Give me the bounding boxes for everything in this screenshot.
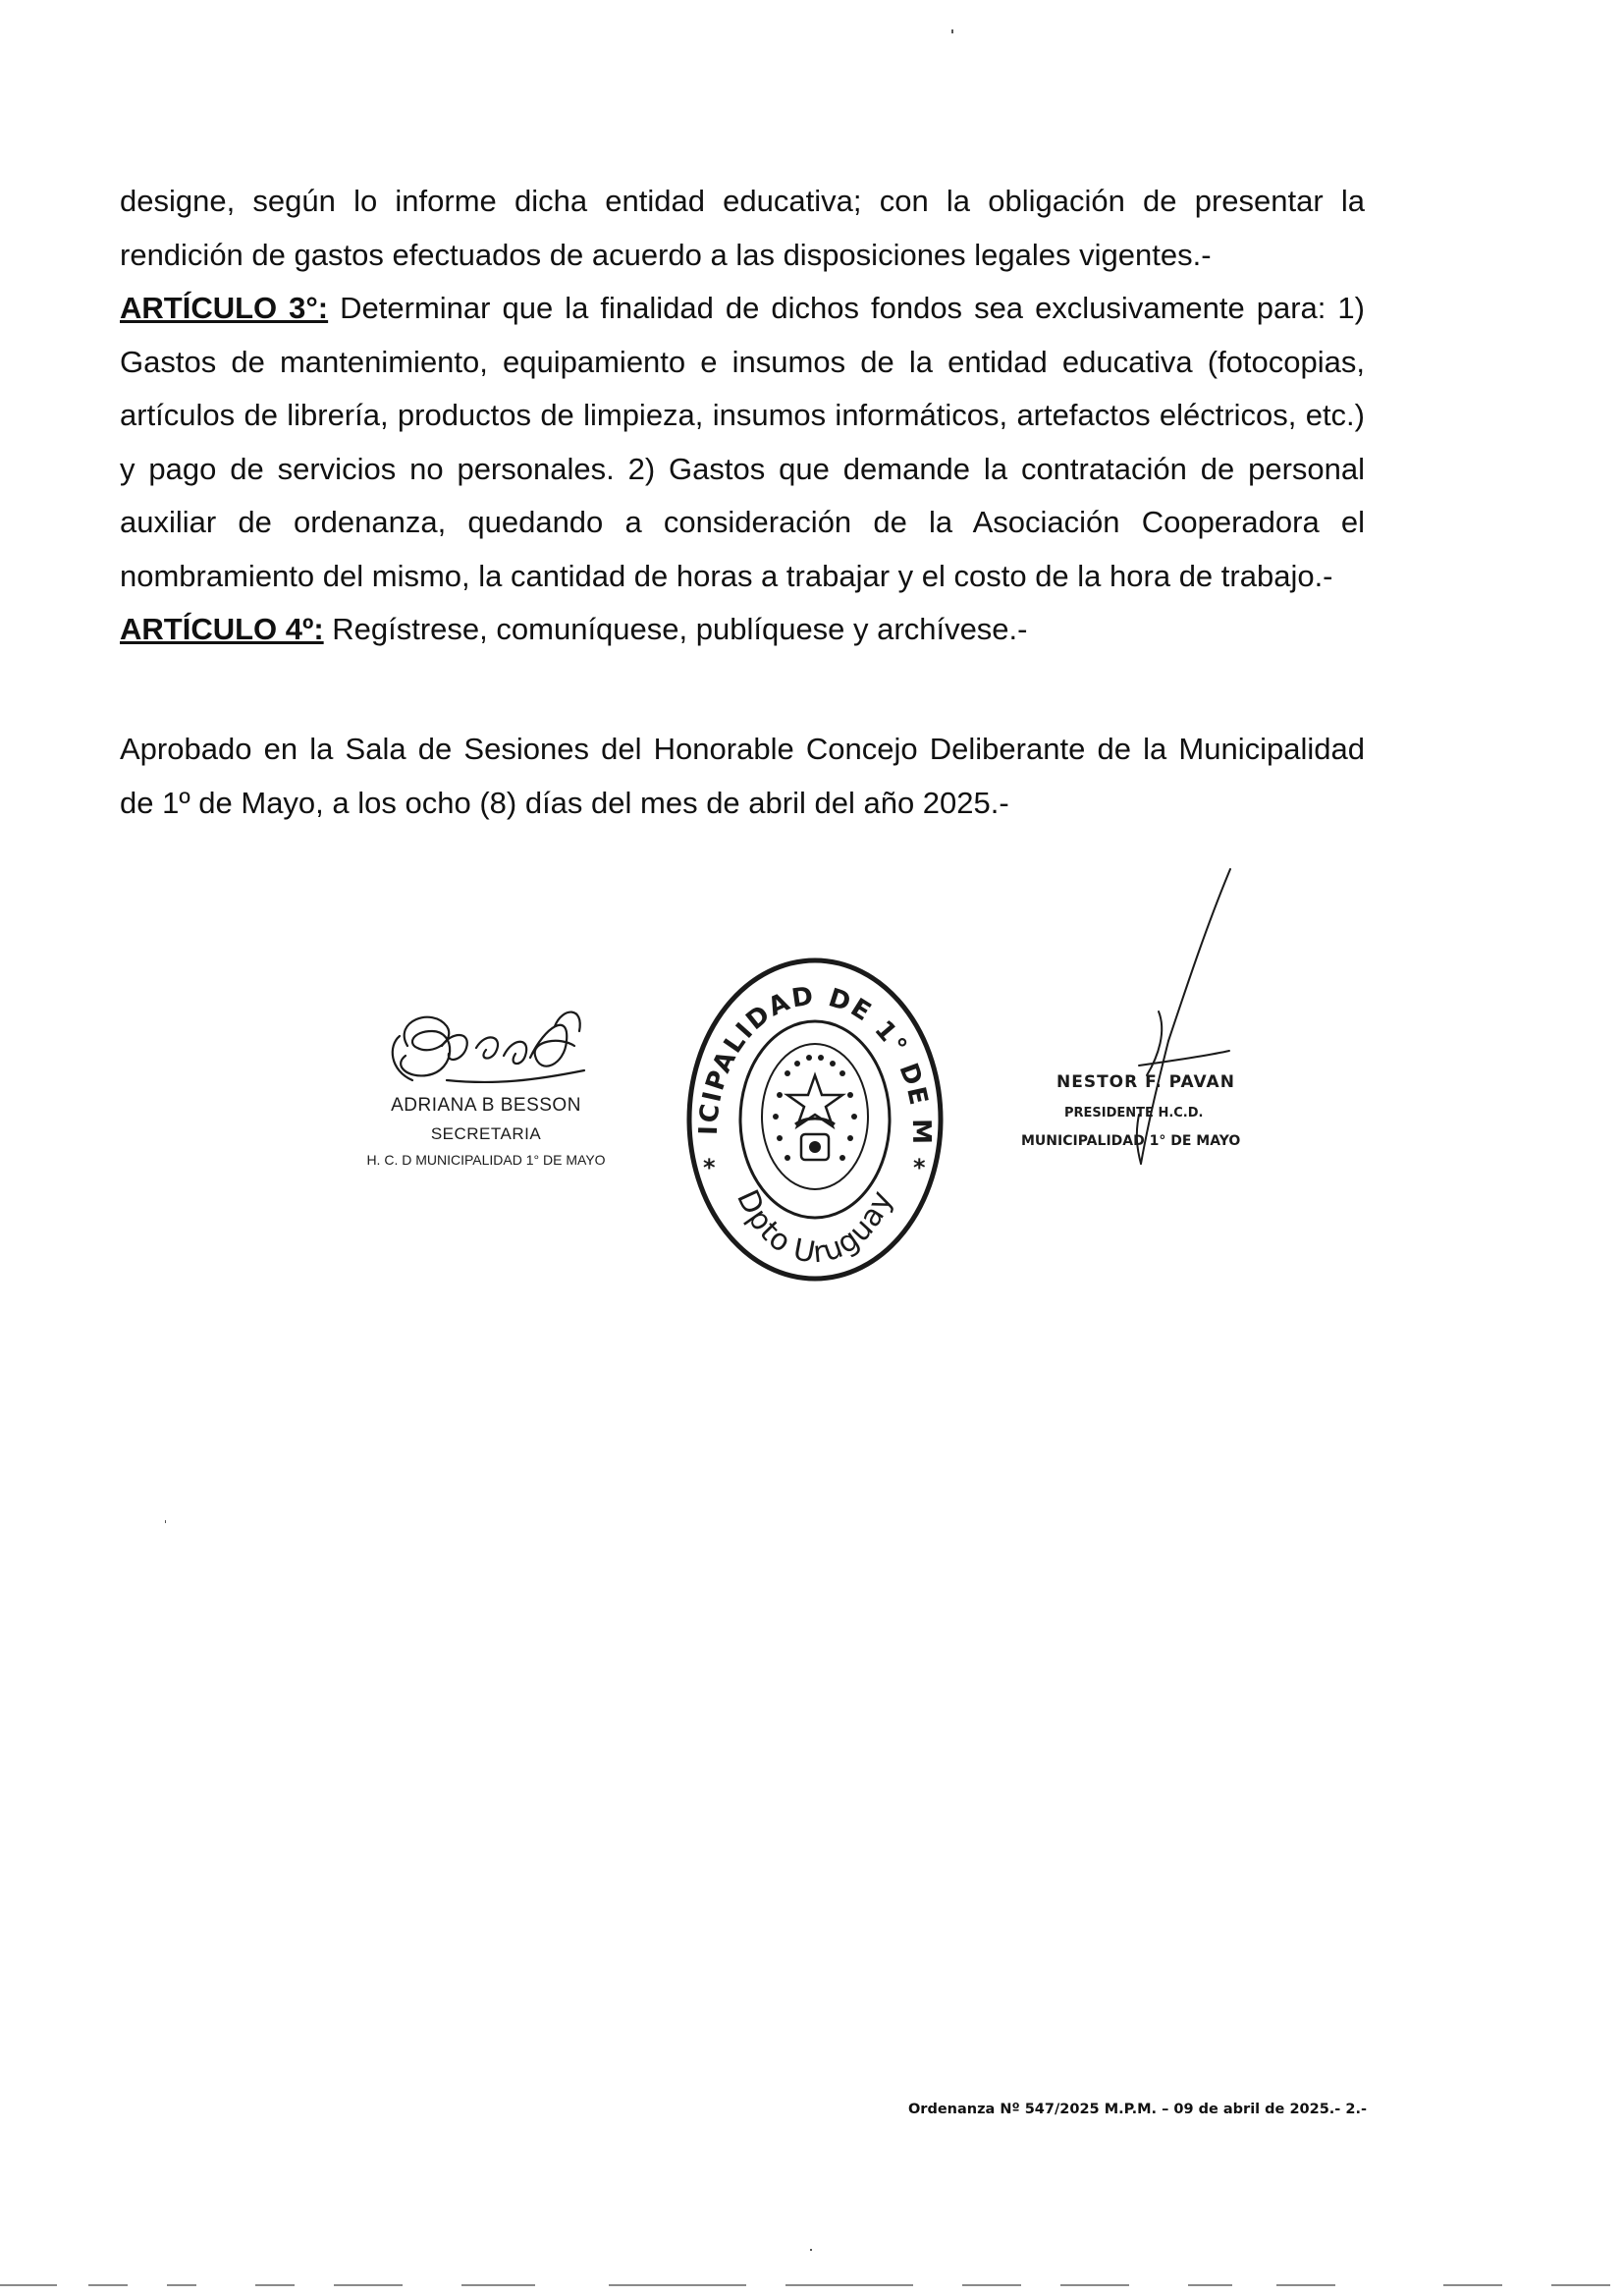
paragraph-continuation: designe, según lo informe dicha entidad educativa; con la obligación de presentar la rendición de gastos efectuados de acuerdo a las disposiciones legales vigentes.- [120, 184, 1365, 272]
scan-edge-artifacts [0, 2282, 1624, 2288]
seal-top-text: ICIPALIDAD DE 1° DE M [693, 981, 937, 1147]
scan-speck [951, 29, 953, 33]
ordinance-body [120, 175, 1365, 657]
secretary-role: SECRETARIA [430, 1124, 542, 1143]
president-role: PRESIDENTE H.C.D. [1064, 1106, 1204, 1121]
article-3 [120, 282, 1365, 603]
scan-speck [165, 1520, 166, 1523]
handwritten-signature-president [1011, 864, 1335, 1218]
article-4 [120, 603, 1365, 657]
signature-block-president [1011, 864, 1335, 1218]
seal-star-left-icon: * [703, 1154, 716, 1181]
secretary-name: ADRIANA B BESSON [391, 1095, 581, 1116]
article-4-heading: ARTÍCULO 4º: [120, 612, 324, 646]
president-name: NESTOR F. PAVAN [1056, 1072, 1235, 1092]
seal-graphic [677, 948, 952, 1291]
seal-bottom-text: Dpto Uruguay [730, 1184, 900, 1271]
article-3-heading: ARTÍCULO 3°: [120, 291, 329, 325]
seal-star-right-icon: * [913, 1154, 926, 1181]
page-footer: Ordenanza Nº 547/2025 M.P.M. – 09 de abril de 2025.- 2.- [907, 2102, 1367, 2117]
municipal-seal [677, 948, 952, 1291]
president-institution: MUNICIPALIDAD 1° DE MAYO [1021, 1133, 1241, 1149]
article-3-text: Determinar que la finalidad de dichos fondos sea exclusivamente para: 1) Gastos de mantenimiento, equipamiento e insumos de la entidad educativa (fotocopias, artículos de librería, productos de limpieza, insumos informáticos, artefactos eléctricos, etc.) y pago de servicios no personales. 2) Gastos que demande la contratación de personal auxiliar de ordenanza, quedando a consideración de la Asociación Cooperadora el nombramiento del mismo, la cantidad de horas a trabajar y el costo de la hora de trabajo.- [120, 291, 1365, 593]
approval-statement [120, 723, 1365, 830]
scan-speck [810, 2249, 812, 2251]
article-4-text: Regístrese, comuníquese, publíquese y archívese.- [323, 612, 1028, 646]
handwritten-signature-secretary [339, 987, 633, 1105]
secretary-institution: H. C. D MUNICIPALIDAD 1° DE MAYO [366, 1152, 606, 1168]
approval-text: Aprobado en la Sala de Sesiones del Honorable Concejo Deliberante de la Municipalidad de 1º de Mayo, a los ocho (8) días del mes de abril del año 2025.- [120, 732, 1365, 820]
signature-block-secretary [339, 987, 633, 1183]
